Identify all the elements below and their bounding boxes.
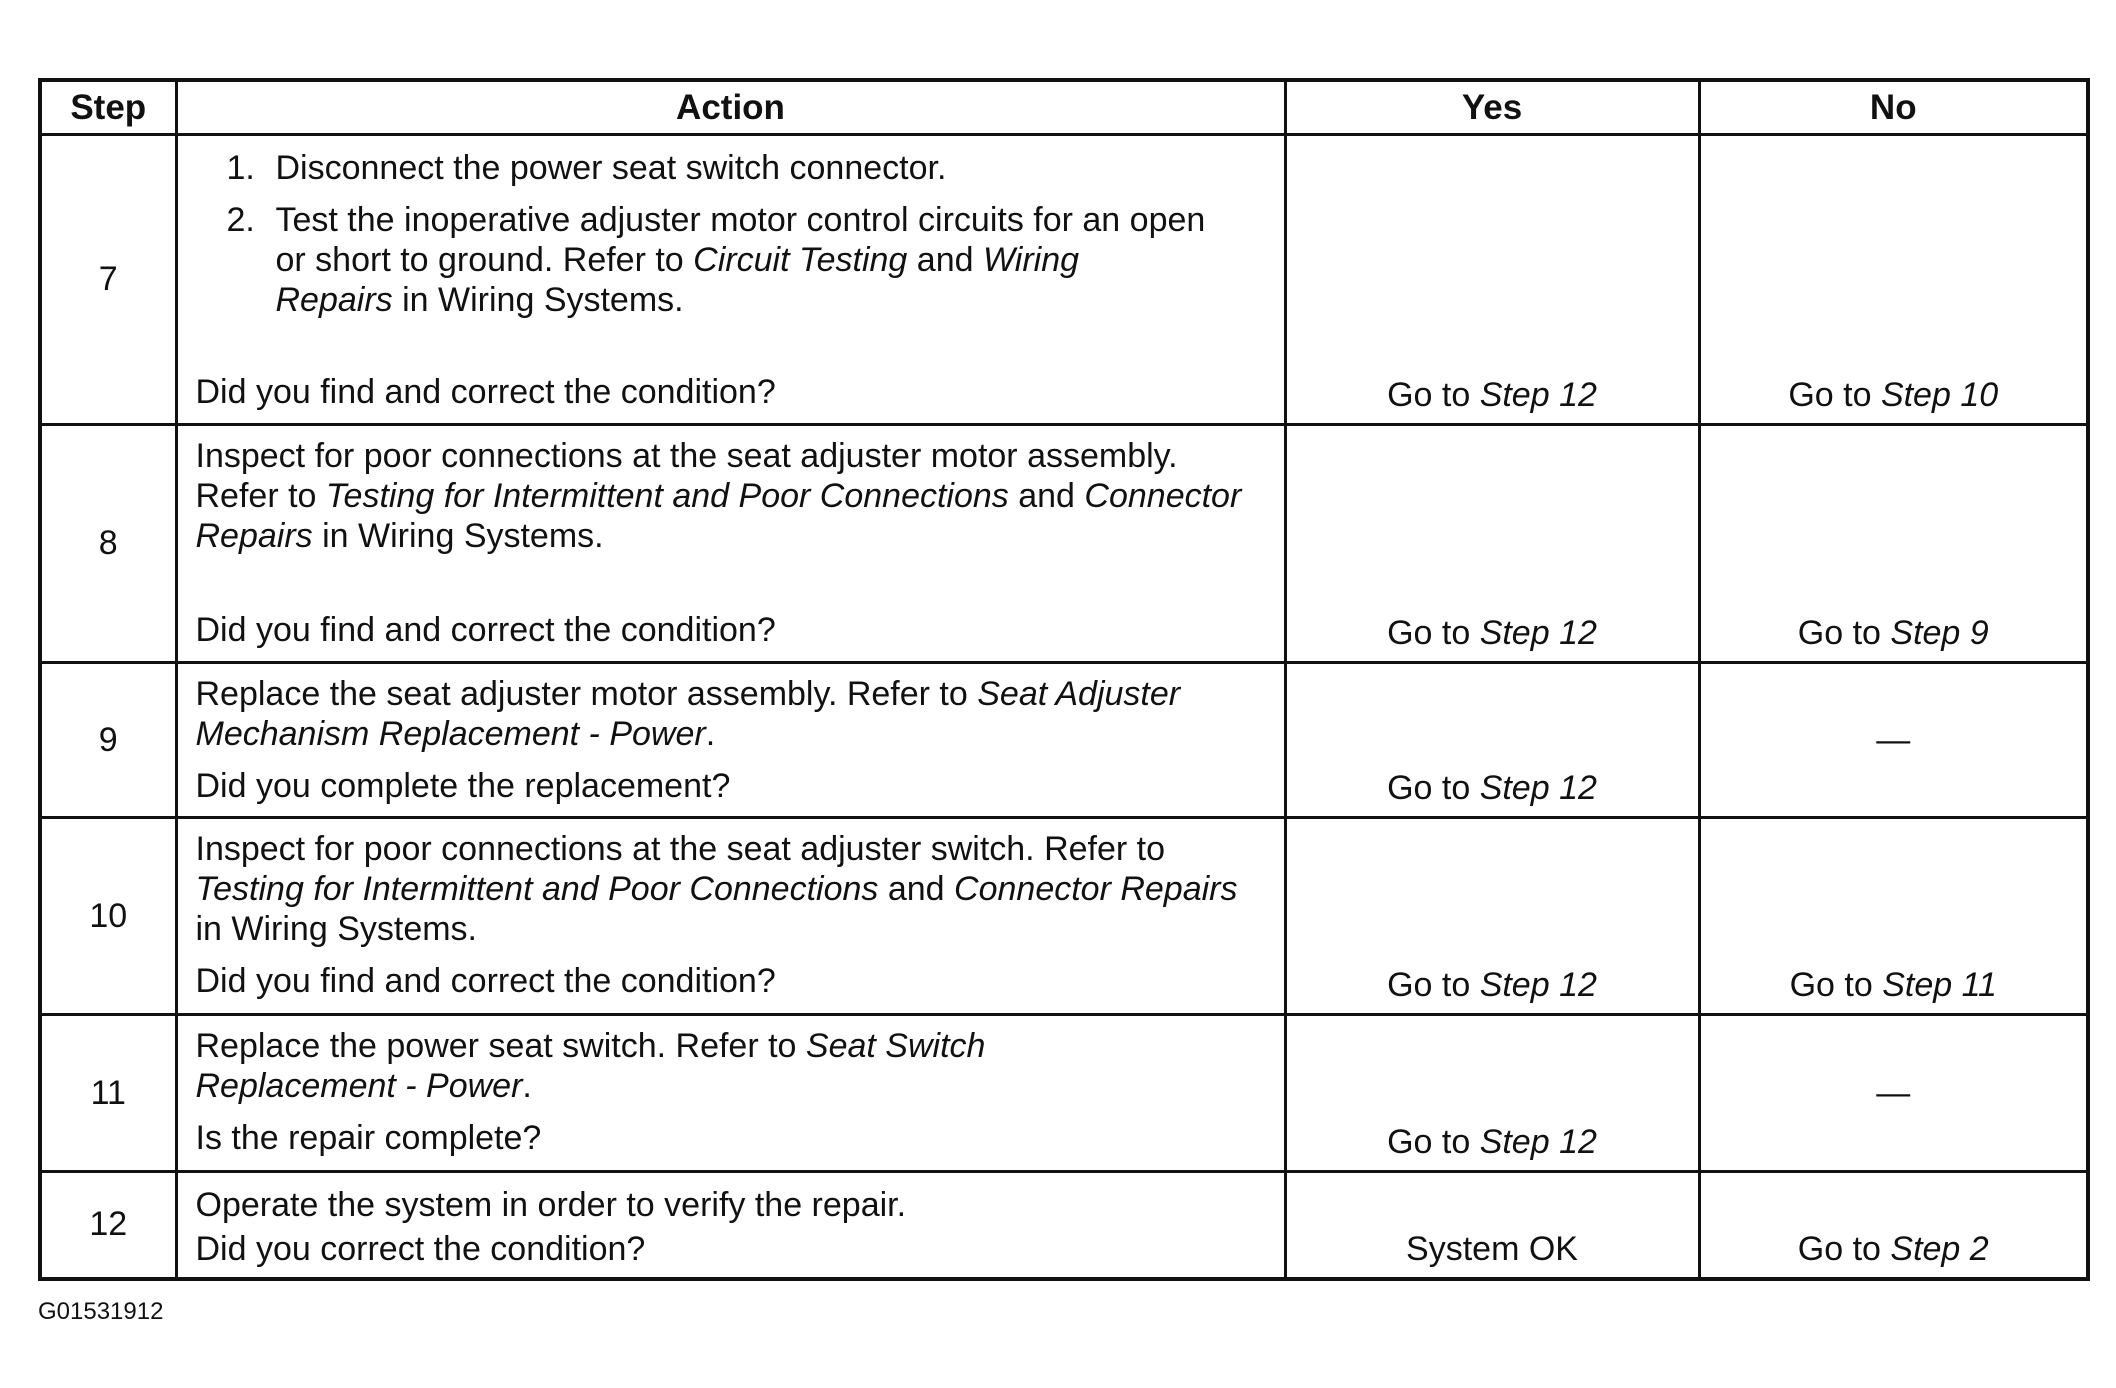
action-text: Inspect for poor connections at the seat adjuster switch. Refer to [195, 830, 1166, 868]
no-cell [1699, 135, 2088, 425]
table-row [40, 425, 2088, 663]
reference-link: Connector Repairs [954, 870, 1238, 908]
no-cell: — [1699, 663, 2088, 818]
yes-step-ref: Step 12 [1479, 614, 1597, 652]
yes-step-ref: Step 12 [1479, 376, 1597, 414]
list-text: Test the inoperative adjuster motor control circuits for an open or short to ground. Refer to [275, 201, 1206, 279]
reference-link: Testing for Intermittent and Poor Connections [325, 477, 1009, 515]
no-cell: — [1699, 1015, 2088, 1172]
step-number: 10 [40, 818, 176, 1015]
action-text: Operate the system in order to verify the repair. [195, 1186, 907, 1224]
action-question: Did you find and correct the condition? [195, 611, 776, 649]
figure-id: G01531912 [38, 1298, 164, 1325]
yes-text: Go to [1387, 1123, 1480, 1161]
list-item [196, 200, 1266, 320]
action-text: Inspect for poor connections at the seat adjuster motor assembly. Refer to [195, 437, 1178, 515]
yes-cell [1285, 663, 1699, 818]
table-row [40, 1172, 2088, 1279]
no-cell [1699, 818, 2088, 1015]
yes-text: Go to [1387, 614, 1480, 652]
yes-text: Go to [1387, 769, 1480, 807]
action-text: Replace the seat adjuster motor assembly. Refer to [195, 675, 978, 713]
table-row [40, 1015, 2088, 1172]
yes-step-ref: Step 12 [1479, 1123, 1597, 1161]
yes-text: Go to [1387, 966, 1480, 1004]
diagnostic-table [38, 78, 2090, 1281]
reference-link: Seat Switch Replacement - Power [195, 1027, 986, 1105]
yes-step-ref: Step 12 [1479, 966, 1597, 1004]
no-text: Go to [1797, 614, 1891, 652]
list-text: in Wiring Systems. [392, 281, 684, 319]
action-text: and [1008, 477, 1085, 515]
action-question: Did you find and correct the condition? [195, 373, 776, 411]
action-list [196, 148, 1266, 320]
header-step: Step [40, 80, 176, 135]
action-question: Did you complete the replacement? [195, 767, 731, 805]
action-question: Did you correct the condition? [195, 1230, 646, 1268]
yes-cell: System OK [1285, 1172, 1699, 1279]
header-action: Action [176, 80, 1285, 135]
yes-step-ref: Step 12 [1479, 769, 1597, 807]
step-number: 9 [40, 663, 176, 818]
table-row [40, 135, 2088, 425]
action-text: Replace the power seat switch. Refer to [195, 1027, 806, 1065]
no-step-ref: Step 11 [1882, 966, 1997, 1004]
reference-link: Seat Adjuster Mechanism Replacement - Power [195, 675, 1181, 753]
action-question: Did you find and correct the condition? [195, 962, 776, 1000]
action-text: in Wiring Systems. [312, 517, 604, 555]
reference-link: Testing for Intermittent and Poor Connections [195, 870, 879, 908]
action-question: Is the repair complete? [195, 1119, 542, 1157]
action-cell [176, 663, 1285, 818]
action-cell [176, 425, 1285, 663]
no-step-ref: Step 2 [1890, 1229, 1989, 1268]
no-cell [1699, 425, 2088, 663]
list-number: 1. [226, 149, 255, 187]
yes-cell [1285, 135, 1699, 425]
action-cell [176, 1015, 1285, 1172]
action-text: in Wiring Systems. [195, 910, 477, 948]
action-text: and [878, 870, 955, 908]
table-row [40, 818, 2088, 1015]
yes-cell [1285, 1015, 1699, 1172]
action-cell [176, 818, 1285, 1015]
action-cell [176, 135, 1285, 425]
list-text: and [907, 241, 983, 279]
list-number: 2. [226, 201, 255, 239]
step-number: 11 [40, 1015, 176, 1172]
yes-cell [1285, 818, 1699, 1015]
reference-link: Circuit Testing [693, 241, 908, 279]
step-number: 7 [40, 135, 176, 425]
no-step-ref: Step 10 [1880, 376, 1999, 414]
step-number: 8 [40, 425, 176, 663]
reference-link: Wiring Repairs [275, 241, 1080, 319]
no-text: Go to [1788, 376, 1881, 414]
header-yes: Yes [1285, 80, 1699, 135]
no-cell [1699, 1172, 2088, 1279]
no-text: Go to [1789, 966, 1883, 1004]
yes-cell [1285, 425, 1699, 663]
action-text: . [522, 1067, 532, 1105]
list-text: Disconnect the power seat switch connector. [275, 149, 947, 187]
header-row [40, 80, 2088, 135]
no-text: Go to [1797, 1229, 1891, 1268]
action-text: . [705, 715, 716, 753]
table-row [40, 663, 2088, 818]
no-step-ref: Step 9 [1890, 614, 1989, 652]
header-no: No [1699, 80, 2088, 135]
list-item [196, 148, 1266, 188]
step-number: 12 [40, 1172, 176, 1279]
yes-text: Go to [1387, 376, 1480, 414]
action-cell [176, 1172, 1285, 1279]
reference-link: Connector Repairs [195, 477, 1242, 555]
